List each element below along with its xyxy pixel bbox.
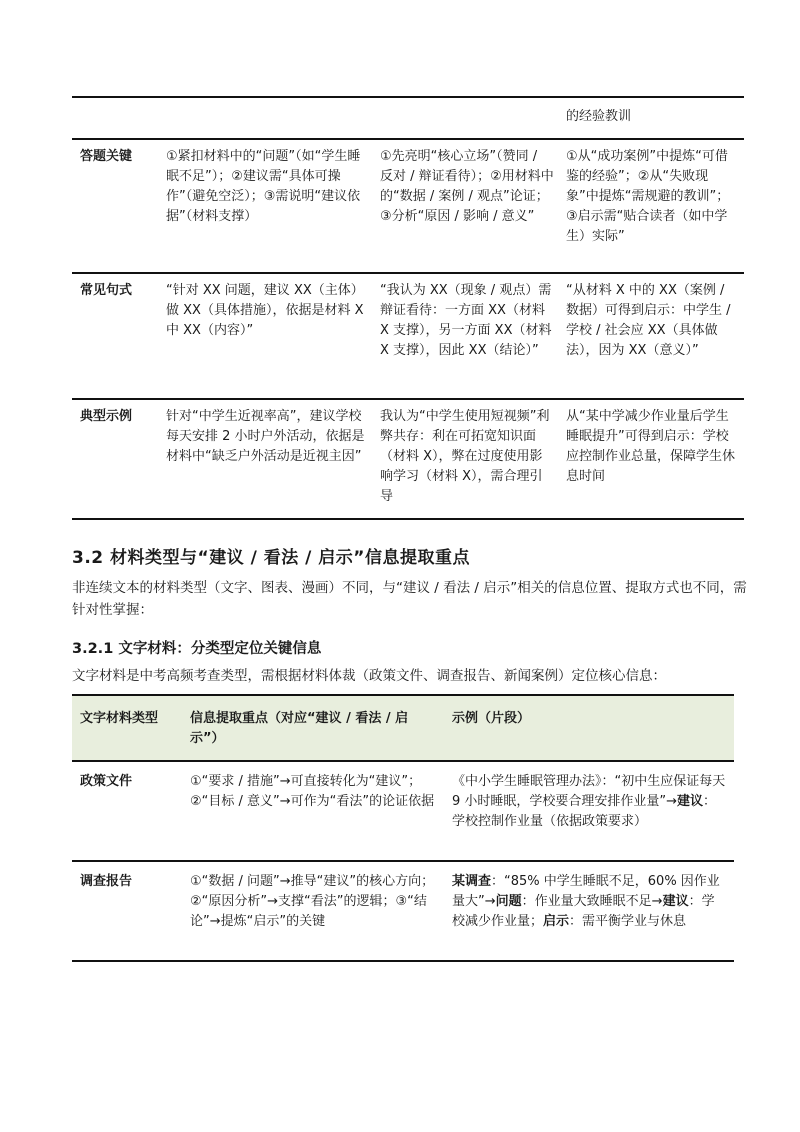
text-material-table	[72, 694, 734, 962]
table-cell	[374, 97, 560, 139]
table-cell: 从“某中学减少作业量后学生睡眠提升”可得到启示：学校应控制作业总量，保障学生休息时间	[566, 409, 736, 484]
table-cell: 我认为“中学生使用短视频”利弊共存：利在可拓宽知识面（材料 X），弊在过度使用影响学习（材料 X），需合理引导	[380, 409, 550, 504]
answer-strategy-table	[72, 96, 744, 520]
section-heading: 3.2 材料类型与“建议 / 看法 / 启示”信息提取重点	[72, 548, 470, 568]
table-header-row	[72, 695, 734, 761]
example-bold: 某调查	[452, 874, 492, 889]
table-cell	[72, 97, 160, 139]
example-text: ：学校控制作业量（依据政策要求）	[452, 794, 717, 829]
table-cell	[444, 761, 734, 861]
column-header: 信息提取重点（对应“建议 / 看法 / 启示”）	[190, 711, 409, 746]
table-cell: ①从“成功案例”中提炼“可借鉴的经验”；②从“失败现象”中提炼“需规避的教训”；③启示需“贴合读者（如中学生）实际”	[566, 149, 730, 244]
example-bold: 问题	[495, 894, 522, 909]
table-cell: ①紧扣材料中的“问题”（如“学生睡眠不足”）；②建议需“具体可操作”（避免空泛）；③需说明“建议依据”（材料支撑）	[166, 149, 361, 224]
table-row	[72, 139, 744, 273]
table-row	[72, 861, 734, 961]
table-cell: “我认为 XX（现象 / 观点）需辩证看待：一方面 XX（材料 X 支撑），另一方面 XX（材料 X 支撑），因此 XX（结论）”	[380, 283, 552, 358]
column-header: 示例（片段）	[452, 711, 531, 726]
example-text: ：需平衡学业与休息	[569, 914, 687, 929]
row-label: 政策文件	[80, 774, 133, 789]
table-cell: 针对“中学生近视率高”，建议学校每天安排 2 小时户外活动，依据是材料中“缺乏户外活动是近视主因”	[166, 409, 365, 464]
table-cell: ①先亮明“核心立场”（赞同 / 反对 / 辩证看待）；②用材料中的“数据 / 案例 / 观点”论证；③分析“原因 / 影响 / 意义”	[380, 149, 554, 224]
subsection-paragraph: 文字材料是中考高频考查类型，需根据材料体裁（政策文件、调查报告、新闻案例）定位核心信息：	[72, 668, 666, 684]
example-bold: 建议	[677, 794, 704, 809]
row-label: 常见句式	[80, 283, 133, 298]
table-cell: ①“数据 / 问题”→推导“建议”的核心方向；②“原因分析”→支撑“看法”的逻辑；③“结论”→提炼“启示”的关键	[190, 874, 435, 929]
column-header: 文字材料类型	[80, 711, 159, 726]
table-cell: “针对 XX 问题，建议 XX（主体）做 XX（具体措施），依据是材料 X 中 XX（内容）”	[166, 283, 364, 338]
table-cell: “从材料 X 中的 XX（案例 / 数据）可得到启示：中学生 / 学校 / 社会应 XX（具体做法），因为 XX（意义）”	[566, 283, 731, 358]
row-label: 典型示例	[80, 409, 133, 424]
row-label: 答题关键	[80, 149, 133, 164]
table-row	[72, 761, 734, 861]
example-text: 《中小学生睡眠管理办法》：“初中生应保证每天 9 小时睡眠，学校要合理安排作业量”→	[452, 774, 726, 809]
table-row-continuation	[72, 97, 744, 139]
example-bold: 建议	[662, 894, 689, 909]
table-row	[72, 273, 744, 399]
table-cell	[160, 97, 374, 139]
example-text: ：作业量大致睡眠不足→	[521, 894, 663, 909]
table-row	[72, 399, 744, 519]
example-bold: 启示	[543, 914, 570, 929]
table-cell: 的经验教训	[566, 109, 632, 124]
table-cell	[444, 861, 734, 961]
subsection-heading: 3.2.1 文字材料：分类型定位关键信息	[72, 641, 322, 657]
section-paragraph: 非连续文本的材料类型（文字、图表、漫画）不同，与“建议 / 看法 / 启示”相关的信息位置、提取方式也不同，需针对性掌握：	[72, 580, 747, 618]
example-text: ：“85% 中学生睡眠不足，60% 因作业量大”→	[452, 874, 720, 909]
example-text: ：学校减少作业量；	[452, 894, 715, 929]
table-cell: ①“要求 / 措施”→可直接转化为“建议”；②“目标 / 意义”→可作为“看法”的论证依据	[190, 774, 435, 809]
row-label: 调查报告	[80, 874, 133, 889]
